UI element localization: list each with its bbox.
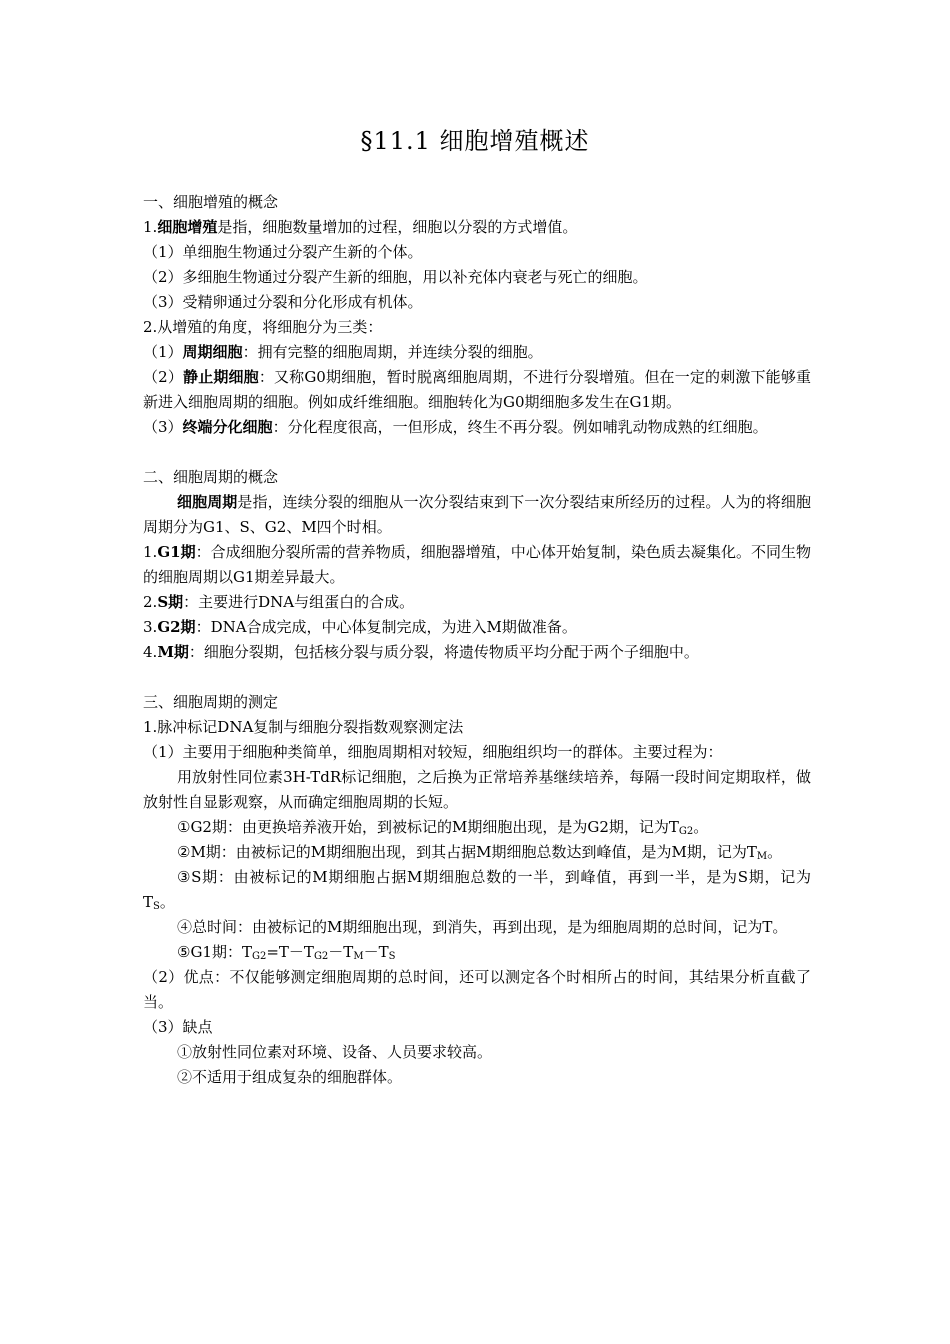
paragraph: （3）缺点 <box>143 1018 213 1036</box>
paragraph: 用放射性同位素3H-TdR标记细胞，之后换为正常培养基继续培养，每隔一段时间定期取样，做放射性自显影观察，从而确定细胞周期的长短。 <box>143 768 811 811</box>
paragraph: 1.细胞增殖是指，细胞数量增加的过程，细胞以分裂的方式增值。 <box>143 218 578 236</box>
paragraph: ①G2期：由更换培养液开始，到被标记的M期细胞出现，是为G2期，记为$T_{G2}$。 <box>177 818 709 837</box>
paragraph: ①放射性同位素对环境、设备、人员要求较高。 <box>177 1043 493 1061</box>
paragraph: （3）终端分化细胞：分化程度很高，一但形成，终生不再分裂。例如哺乳动物成熟的红细胞。 <box>143 418 768 436</box>
paragraph: ②M期：由被标记的M期细胞出现，到其占据M期细胞总数达到峰值，是为M期，记为$T_M$。 <box>177 843 783 862</box>
paragraph: ③S期：由被标记的M期细胞占据M期细胞总数的一半，到峰值，再到一半，是为S期，记为$T_S$。 <box>143 868 811 912</box>
spacer <box>143 665 811 690</box>
document-body <box>143 190 811 1090</box>
paragraph: 1.G1期：合成细胞分裂所需的营养物质，细胞器增殖，中心体开始复制，染色质去凝集化。不同生物的细胞周期以G1期差异最大。 <box>143 543 811 586</box>
paragraph: 2.S期：主要进行DNA与组蛋白的合成。 <box>143 593 415 611</box>
section-2-heading: 二、细胞周期的概念 <box>143 468 279 486</box>
paragraph: 3.G2期：DNA合成完成，中心体复制完成，为进入M期做准备。 <box>143 618 577 636</box>
paragraph: （1）周期细胞：拥有完整的细胞周期，并连续分裂的细胞。 <box>143 343 543 361</box>
paragraph: ②不适用于组成复杂的细胞群体。 <box>177 1068 403 1086</box>
paragraph: （1）单细胞生物通过分裂产生新的个体。 <box>143 243 423 261</box>
paragraph: 2.从增殖的角度，将细胞分为三类： <box>143 318 383 336</box>
formula-line: ⑤G1期：$T_{G2}=T-T_{G2}-T_M-T_S$ <box>177 943 396 962</box>
paragraph: 细胞周期是指，连续分裂的细胞从一次分裂结束到下一次分裂结束所经历的过程。人为的将细胞周期分为G1、S、G2、M四个时相。 <box>143 493 811 536</box>
page-title: §11.1 细胞增殖概述 <box>360 127 590 155</box>
paragraph: （3）受精卵通过分裂和分化形成有机体。 <box>143 293 423 311</box>
paragraph: （2）静止期细胞：又称G0期细胞，暂时脱离细胞周期，不进行分裂增殖。但在一定的刺激下能够重新进入细胞周期的细胞。例如成纤维细胞。细胞转化为G0期细胞多发生在G1期。 <box>143 368 811 411</box>
paragraph: （2）优点：不仅能够测定细胞周期的总时间，还可以测定各个时相所占的时间，其结果分析直截了当。 <box>143 968 811 1011</box>
paragraph: ④总时间：由被标记的M期细胞出现，到消失，再到出现，是为细胞周期的总时间，记为T。 <box>177 918 788 936</box>
paragraph: 4.M期：细胞分裂期，包括核分裂与质分裂，将遗传物质平均分配于两个子细胞中。 <box>143 643 699 661</box>
paragraph: （1）主要用于细胞种类简单，细胞周期相对较短，细胞组织均一的群体。主要过程为： <box>143 743 723 761</box>
paragraph: （2）多细胞生物通过分裂产生新的细胞，用以补充体内衰老与死亡的细胞。 <box>143 268 648 286</box>
section-1-heading: 一、细胞增殖的概念 <box>143 193 279 211</box>
paragraph: 1.脉冲标记DNA复制与细胞分裂指数观察测定法 <box>143 718 464 736</box>
spacer <box>143 440 811 465</box>
section-3-heading: 三、细胞周期的测定 <box>143 693 279 711</box>
